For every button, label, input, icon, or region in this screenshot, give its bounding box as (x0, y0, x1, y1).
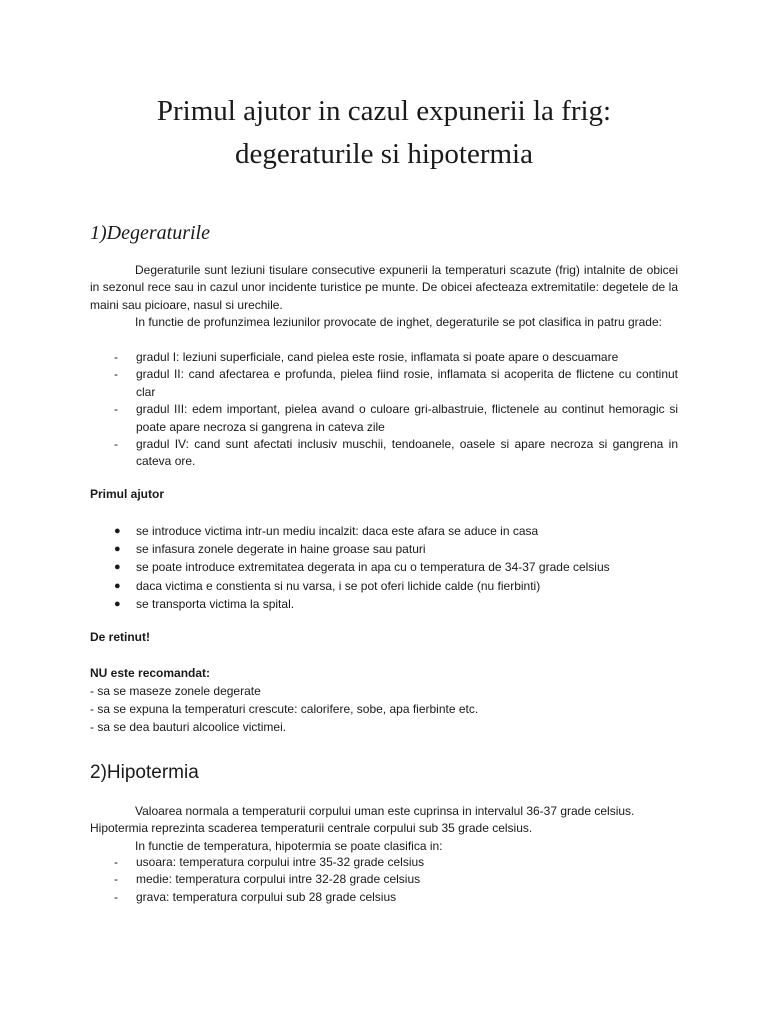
list-item (90, 401, 678, 436)
paragraph-intro (90, 262, 678, 314)
first-aid-text: se poate introduce extremitatea degerata in apa cu o temperatura de 34-37 grade celsius (136, 560, 610, 575)
dash-marker: - (114, 350, 118, 364)
dash-marker: - (114, 889, 118, 904)
dash-marker: - (114, 402, 118, 417)
hypothermia-intro (90, 803, 678, 855)
list-item (90, 577, 678, 595)
dash-marker: - (114, 367, 118, 382)
hypothermia-line-2: Hipotermia reprezinta scaderea temperaturii centrale corpului sub 35 grade celsius. (90, 821, 533, 836)
dash-marker: - (114, 437, 118, 452)
paragraph-intro-text: Degeraturile sunt leziuni tisulare consecutive expunerii la temperaturi scazute (frig) intalnite de obicei in sezonul rece sau in cazul unor incidente turistice pe munte. De obicei afecteaza extremitatile: degetele de la maini sau picioare, nasul si urechile. (90, 263, 678, 312)
first-aid-text: daca victima e constienta si nu varsa, i se pot oferi lichide calde (nu fierbinti) (136, 578, 541, 593)
hypothermia-line-1: Valoarea normala a temperaturii corpului uman este cuprinsa in intervalul 36-37 grade celsius. (135, 804, 635, 818)
retain-heading: De retinut! (90, 630, 150, 644)
hypothermia-levels-list (90, 854, 678, 906)
first-aid-text: se introduce victima intr-un mediu incalzit: daca este afara se aduce in casa (136, 524, 539, 538)
section-heading-hipotermia: 2)Hipotermia (90, 762, 199, 783)
bullet-icon: ● (114, 561, 121, 574)
hypothermia-line-3: In functie de temperatura, hipotermia se poate clasifica in: (135, 838, 443, 853)
first-aid-heading: Primul ajutor (90, 487, 165, 501)
list-item: - sa se dea bauturi alcoolice victimei. (90, 720, 287, 734)
dash-marker: - (114, 872, 118, 887)
list-item: - sa se maseze zonele degerate (90, 684, 261, 698)
title-line-2: degeraturile si hipotermia (235, 138, 533, 170)
list-item (90, 854, 678, 871)
paragraph-classification-text: In functie de profunzimea leziunilor provocate de inghet, degeraturile se pot clasifica in patru grade: (135, 315, 662, 329)
grade-1-text: gradul I: leziuni superficiale, cand pielea este rosie, inflamata si poate apare o descuamare (136, 350, 619, 364)
first-aid-list (90, 522, 678, 613)
list-item (90, 889, 678, 906)
bullet-icon: ● (114, 579, 121, 592)
grade-4-text: gradul IV: cand sunt afectati inclusiv muschii, tendoanele, oasele si apare necroza si gangrena in cateva ore. (136, 437, 678, 469)
list-item (90, 522, 678, 540)
bullet-icon: ● (114, 543, 121, 556)
section-heading-degeraturile: 1)Degeraturile (90, 222, 210, 244)
page-title (60, 90, 708, 176)
list-item (90, 558, 678, 576)
list-item (90, 436, 678, 471)
grade-3-text: gradul III: edem important, pielea avand o culoare gri-albastruie, flictenele au continut hemoragic si poate apare necroza si gangrena in cateva zile (136, 402, 678, 434)
first-aid-text: se infasura zonele degerate in haine groase sau paturi (136, 542, 426, 557)
grades-list (90, 349, 678, 471)
list-item (90, 540, 678, 558)
list-item: - sa se expuna la temperaturi crescute: calorifere, sobe, apa fierbinte etc. (90, 702, 479, 716)
level-text: grava: temperatura corpului sub 28 grade celsius (136, 889, 397, 904)
bullet-icon: ● (114, 525, 121, 537)
list-item (90, 366, 678, 401)
grade-2-text: gradul II: cand afectarea e profunda, pielea fiind rosie, inflamata si acoperita de flictene cu continut clar (136, 367, 678, 399)
level-text: medie: temperatura corpului intre 32-28 grade celsius (136, 872, 421, 887)
list-item (90, 349, 678, 366)
first-aid-text: se transporta victima la spital. (136, 596, 295, 611)
list-item (90, 595, 678, 613)
title-line-1: Primul ajutor in cazul expunerii la frig: (156, 95, 612, 127)
paragraph-classification (90, 314, 678, 331)
level-text: usoara: temperatura corpului intre 35-32 grade celsius (136, 855, 425, 869)
bullet-icon: ● (114, 597, 121, 610)
list-item: NU este recomandat: (90, 666, 211, 680)
list-item (90, 871, 678, 888)
not-recommended-list (90, 664, 678, 736)
dash-marker: - (114, 855, 118, 869)
